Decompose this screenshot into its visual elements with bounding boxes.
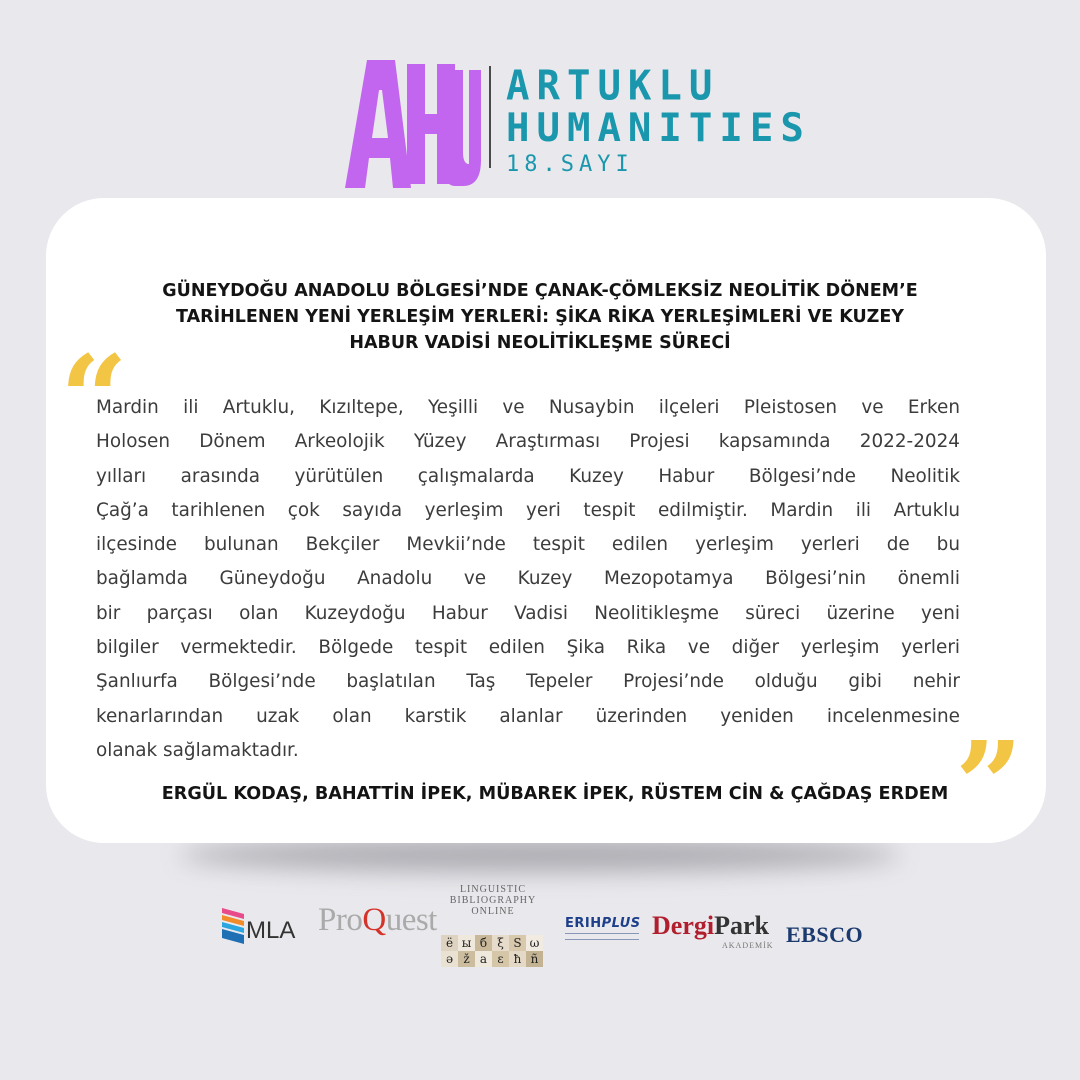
authors: ERGÜL KODAŞ, BAHATTİN İPEK, MÜBAREK İPEK, RÜSTEM CİN & ÇAĞDAŞ ERDEM [161, 784, 949, 804]
open-quote-icon: “ [60, 329, 128, 468]
lbo-glyph: ё [441, 935, 458, 951]
brand-wordmark [506, 62, 811, 177]
dergipark-akademik: AKADEMİK [722, 941, 774, 950]
lbo-glyph: a [475, 951, 492, 967]
lbo-glyph: ε [492, 951, 509, 967]
lbo-line: LINGUISTIC [459, 884, 527, 895]
close-quote-icon: ” [955, 715, 1023, 854]
abstract-line: Şanlıurfa Bölgesi’nde başlatılan Taş Tepeler Projesi’nde olduğu gibi nehir [96, 671, 960, 693]
lbo-glyph: S [509, 935, 526, 951]
abstract-line: ilçesinde bulunan Bekçiler Mevkii’nde tespit edilen yerleşim yerleri de bu [96, 534, 960, 556]
abstract-line: olanak sağlamaktadır. [96, 739, 299, 761]
lbo-glyph: ы [458, 935, 475, 951]
abstract-line: kenarlarından uzak olan karstik alanlar üzerinden yeniden incelenmesine [96, 705, 960, 727]
mla-logo-icon [222, 908, 244, 944]
lbo-glyph: б [475, 935, 492, 951]
ebsco-logo: EBSCO [786, 922, 864, 947]
logo-divider [489, 66, 491, 168]
issue-label: 18.SAYI [506, 152, 634, 177]
lbo-glyph: ž [458, 951, 475, 967]
proquest-q: Q [362, 902, 386, 938]
lbo-glyph: ω [526, 935, 543, 951]
abstract-line: bir parçası olan Kuzeydoğu Habur Vadisi Neolitikleşme süreci üzerine yeni [96, 602, 960, 624]
linguistic-bibliography-logo [438, 884, 548, 917]
lbo-line: ONLINE [471, 906, 515, 917]
plus-text: PLUS [601, 916, 641, 931]
abstract-line: yılları arasında yürütülen çalışmalarda Kuzey Habur Bölgesi’nde Neolitik [96, 465, 960, 487]
lbo-line: BIBLIOGRAPHY [449, 895, 537, 906]
dergipark-dergi: Dergi [652, 911, 715, 940]
proquest-pro: Pro [318, 902, 363, 938]
abstract-line: Mardin ili Artuklu, Kızıltepe, Yeşilli ve Nusaybin ilçeleri Pleistosen ve Erken [96, 397, 960, 418]
abstract-line: Çağ’a tarihlenen çok sayıda yerleşim yeri tespit edilmiştir. Mardin ili Artuklu [96, 499, 960, 521]
abstract-line: bağlamda Güneydoğu Anadolu ve Kuzey Mezopotamya Bölgesi’nin önemli [96, 568, 960, 590]
dergipark-logo [652, 911, 769, 941]
title-line: GÜNEYDOĞU ANADOLU BÖLGESİ’NDE ÇANAK-ÇÖMLEKSİZ NEOLİTİK DÖNEM’E [162, 281, 918, 301]
erih-text: ERIH [565, 916, 602, 931]
title-line: TARİHLENEN YENİ YERLEŞİM YERLERİ: ŞİKA RİKA YERLEŞİMLERİ VE KUZEY [176, 307, 904, 327]
lbo-glyph: ñ [526, 951, 543, 967]
card-shadow [180, 838, 900, 872]
proquest-uest: uest [385, 902, 437, 938]
proquest-logo [318, 902, 437, 939]
lbo-glyph: ħ [509, 951, 526, 967]
lbo-glyph: ǝ [441, 951, 458, 967]
abstract-text [96, 391, 960, 768]
brand-line-humanities: HUMANITIES [506, 106, 811, 151]
erihplus-logo [565, 916, 641, 931]
dergipark-park: Park [714, 911, 769, 940]
mla-logo-text: MLA [246, 917, 296, 944]
brand-line-artuklu: ARTUKLU [506, 62, 720, 111]
lbo-glyph-grid [441, 935, 543, 967]
erihplus-subline [565, 933, 639, 940]
abstract-line: Holosen Dönem Arkeolojik Yüzey Araştırması Projesi kapsamında 2022-2024 [96, 431, 960, 453]
abstract-line: bilgiler vermektedir. Bölgede tespit edilen Şika Rika ve diğer yerleşim yerleri [96, 637, 960, 659]
title-line: HABUR VADİSİ NEOLİTİKLEŞME SÜRECİ [349, 333, 731, 353]
article-title [100, 278, 980, 356]
lbo-glyph: ξ [492, 935, 509, 951]
ahu-logo [345, 60, 481, 188]
